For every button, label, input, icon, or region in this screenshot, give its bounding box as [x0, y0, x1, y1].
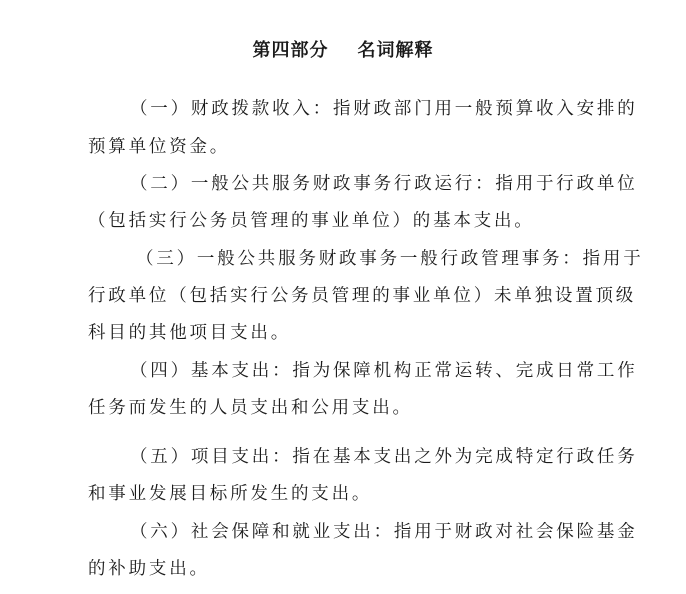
paragraph-line: 和事业发展目标所发生的支出。 [88, 484, 373, 504]
paragraph-line: 行政单位（包括实行公务员管理的事业单位）未单独设置顶级 [88, 286, 637, 306]
paragraph-line: （一）财政拨款收入：指财政部门用一般预算收入安排的 [130, 99, 638, 119]
paragraph-line: 任务而发生的人员支出和公用支出。 [88, 398, 413, 418]
paragraph-line: 的补助支出。 [88, 559, 210, 579]
paragraph-line: （五）项目支出：指在基本支出之外为完成特定行政任务 [130, 447, 638, 467]
paragraph-line: （四）基本支出：指为保障机构正常运转、完成日常工作 [130, 361, 638, 381]
paragraph-line: （包括实行公务员管理的事业单位）的基本支出。 [88, 211, 535, 231]
paragraph-line: （六）社会保障和就业支出：指用于财政对社会保险基金 [130, 522, 638, 542]
paragraph-line: 预算单位资金。 [88, 137, 231, 157]
page-title: 第四部分 名词解释 [252, 40, 434, 61]
paragraph-line: 科目的其他项目支出。 [88, 323, 291, 343]
paragraph-line: （二）一般公共服务财政事务行政运行：指用于行政单位 [130, 174, 638, 194]
paragraph-line: （三）一般公共服务财政事务一般行政管理事务：指用于 [136, 249, 644, 269]
